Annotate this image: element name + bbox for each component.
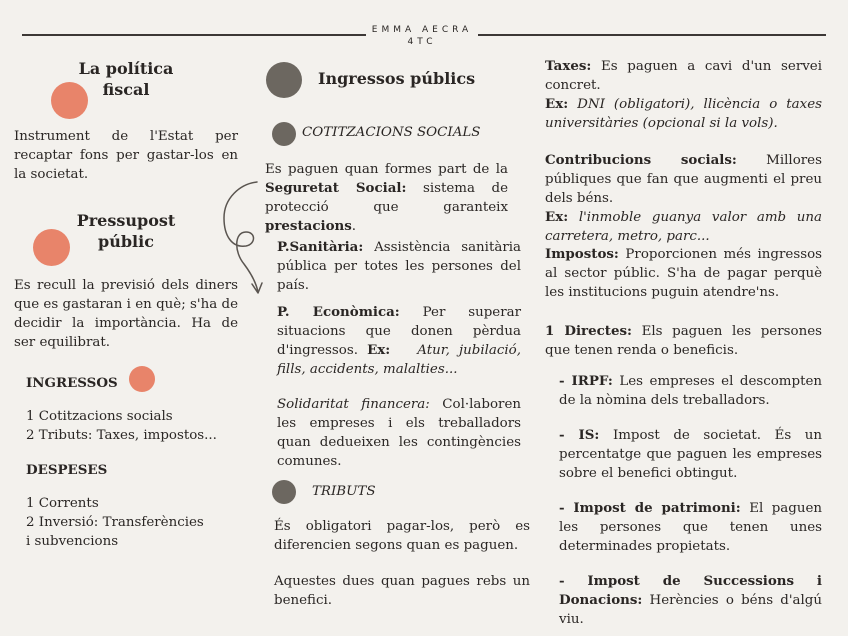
curly-arrow-icon: [210, 178, 270, 298]
special-contributions-example-label: Ex:: [545, 209, 569, 225]
health-benefit-text: Assistència sanitària pública per totes les persones del país.: [277, 240, 521, 293]
wealth-tax-text: El paguen les persones que tenen unes determinades propietats.: [559, 501, 823, 554]
contributions-title: COTITZACIONS SOCIALS: [302, 125, 481, 140]
fees-section: [545, 57, 822, 133]
economic-benefit: [277, 303, 521, 379]
fiscal-title-line-2: fiscal: [102, 80, 150, 99]
direct-taxes-label: 1 Directes:: [545, 323, 632, 339]
tributes-description: És obligatori pagar-los, però es diferencien segons quan es paguen.: [274, 519, 530, 553]
expenses-item: 2 Inversió: Transferències: [26, 515, 204, 530]
fiscal-description: Instrument de l'Estat per recaptar fons per gastar-los en la societat.: [14, 129, 238, 182]
course-text: 4TC: [407, 37, 437, 47]
special-contributions-label: Contribucions socials:: [545, 152, 737, 168]
contrib-text-1: Es paguen quan formes part de la: [265, 162, 508, 177]
is-text: Impost de societat. És un percentatge que paguen les empreses sobre el benefici obtingut.: [559, 428, 822, 481]
economic-example-text: Atur, jubilació, fills, accidents, malalties...: [277, 343, 521, 377]
contrib-end: .: [351, 219, 357, 234]
fees-label: Taxes:: [545, 58, 592, 74]
financial-solidarity-label: Solidaritat financera:: [277, 397, 430, 412]
direct-taxes-text: Els paguen les persones que tenen renda o beneficis.: [545, 324, 822, 358]
taxes-label: Impostos:: [545, 246, 619, 262]
contrib-text-2: sistema de protecció que garanteix: [265, 181, 508, 215]
budget-title-line-2: públic: [98, 232, 154, 251]
fees-example-text: DNI (obligatori), llicència o taxes universitàries (opcional si la vols).: [545, 97, 822, 131]
economic-benefit-text: Per superar situacions que donen pèrdua d'ingressos.: [277, 305, 521, 358]
special-contributions-section: [545, 151, 822, 246]
special-contributions-example-text: l'inmoble guanya valor amb una carretera, metro, parc...: [545, 210, 822, 244]
budget-title-line-1: Pressupost: [76, 211, 176, 230]
special-contributions-text: Millores públiques que fan que augmenti el preu dels béns.: [545, 153, 822, 206]
economic-example-label: Ex:: [367, 342, 391, 358]
author-name: [368, 24, 476, 48]
economic-benefit-label: P. Econòmica:: [277, 304, 400, 320]
expenses-heading: DESPESES: [26, 462, 108, 478]
is-item: [559, 426, 822, 483]
contrib-line-2: [265, 179, 508, 236]
tributes-title: TRIBUTS: [312, 484, 376, 499]
irpf-text: Les empreses el descompten de la nòmina dels treballadors.: [559, 374, 822, 408]
health-benefit-label: P.Sanitària:: [277, 239, 364, 255]
irpf-item: [559, 372, 822, 410]
fees-text: Es paguen a cavi d'un servei concret.: [545, 59, 822, 93]
public-income-title: Ingressos públics: [318, 69, 476, 88]
financial-solidarity: [277, 395, 521, 471]
tributes-note: Aquestes dues quan pagues rebs un benefici.: [274, 574, 530, 608]
expenses-list: [26, 494, 236, 551]
wealth-tax-label: - Impost de patrimoni:: [559, 500, 741, 516]
irpf-label: - IRPF:: [559, 373, 613, 389]
fiscal-title-line-1: La política: [78, 59, 174, 78]
contributions-description: [265, 160, 508, 236]
expenses-item: i subvencions: [26, 534, 119, 549]
benefits-term: prestacions: [265, 218, 352, 234]
fiscal-policy-title: [76, 58, 176, 100]
taxes-text: Proporcionen més ingressos al sector públic. S'ha de pagar perquè les institucions puguin atendre'ns.: [545, 247, 822, 300]
wealth-tax-item: [559, 499, 822, 556]
budget-title: [76, 210, 176, 252]
header-rule-left: [22, 34, 366, 36]
budget-dot: [33, 229, 70, 266]
author-name-text: EMMA AECRA: [371, 25, 473, 35]
income-dot: [129, 366, 155, 392]
tributes-dot: [272, 480, 296, 504]
income-heading: INGRESSOS: [26, 375, 118, 391]
income-item: 2 Tributs: Taxes, impostos...: [26, 428, 217, 443]
budget-description: Es recull la previsió dels diners que es gastaran i en què; s'ha de decidir la importància. Ha de ser equilibrat.: [14, 278, 238, 350]
inheritance-tax-text: Herències o béns d'algú viu.: [559, 593, 822, 627]
contrib-line-1: [265, 160, 508, 179]
health-benefit: [277, 238, 521, 295]
inheritance-tax-item: [559, 572, 822, 629]
is-label: - IS:: [559, 427, 600, 443]
taxes-section: [545, 245, 822, 302]
public-income-dot: [266, 62, 302, 98]
header-rule-right: [478, 34, 826, 36]
inheritance-tax-label: - Impost de Successions i Donacions:: [559, 573, 822, 608]
fees-example-label: Ex:: [545, 96, 569, 112]
income-item: 1 Cotitzacions socials: [26, 409, 173, 424]
financial-solidarity-text: Col·laboren les empreses i els treballadors quan dedueixen les contingències comunes.: [277, 397, 521, 469]
contributions-dot: [272, 122, 296, 146]
direct-taxes-section: [545, 322, 822, 360]
income-list: [26, 407, 236, 445]
social-security-term: Seguretat Social:: [265, 180, 407, 196]
fiscal-dot: [51, 82, 88, 119]
expenses-item: 1 Corrents: [26, 496, 99, 511]
